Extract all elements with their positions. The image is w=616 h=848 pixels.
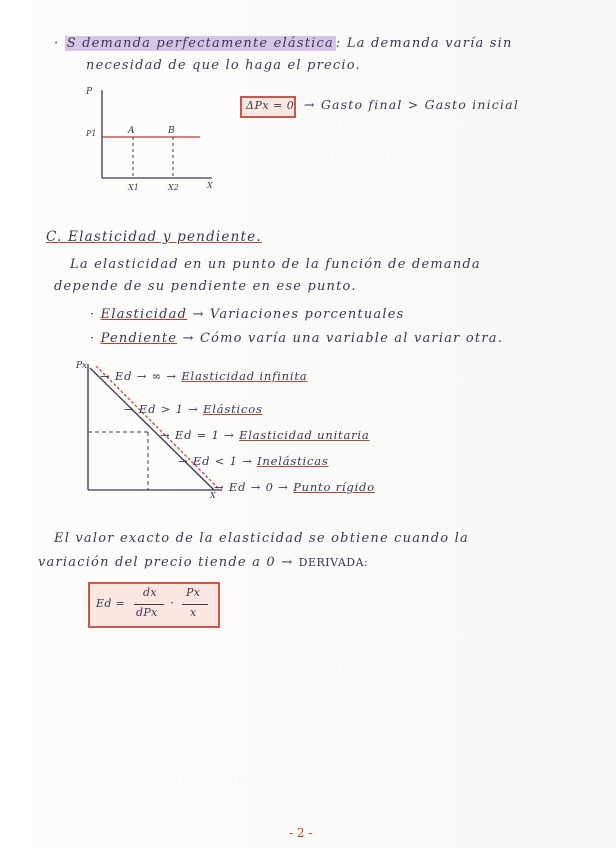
section-s-text1: : La demanda varía sin [335, 36, 513, 51]
formula-lhs: Ed = [96, 597, 125, 610]
graph2-label-rigid-text: Punto rígido [293, 480, 375, 494]
derivative-label: DERIVADA: [298, 556, 369, 569]
term-elasticidad: Elasticidad [100, 307, 188, 322]
graph2-label-elastic-text: Elásticos [203, 402, 263, 416]
elasticity-formula-box [88, 582, 220, 628]
formula-dot: · [170, 596, 176, 610]
graph1-point-a: A [128, 126, 135, 136]
bleed-through-text: . . . . . . . . . . . . . . . . [140, 770, 249, 783]
graph2-label-infinite-text: Elasticidad infinita [181, 369, 308, 383]
delta-p-formula: ΔPx = 0 [246, 99, 295, 112]
bleed-through-text: . . . . . . . . . . . [300, 112, 374, 125]
graph1-point-b: B [168, 126, 175, 136]
expenditure-result: → Gasto final > Gasto inicial [304, 97, 520, 112]
formula-fraction-bar-1 [134, 604, 164, 605]
bullet-pendiente: · Pendiente → Cómo varía una variable al variar otra. [90, 331, 504, 346]
bleed-through-text: . . . . . . . . . . . . . [300, 660, 388, 673]
exact-value-line1: El valor exacto de la elasticidad se obtiene cuando la [54, 531, 469, 546]
term-pendiente: Pendiente [100, 331, 178, 346]
desc-elasticidad: → Variaciones porcentuales [192, 307, 405, 322]
graph2-label-unitary [160, 428, 370, 442]
section-c-paragraph-line1: La elasticidad en un punto de la función de demanda [70, 257, 481, 272]
graph2-label-unitary-text: Elasticidad unitaria [239, 428, 370, 442]
graph2-label-elastic-arrow: → Ed > 1 → [124, 402, 199, 416]
exact-value-line2-text: variación del precio tiende a 0 → [38, 555, 294, 570]
graph2-label-inelastic-text: Inelásticas [257, 454, 329, 468]
graph1-p1-label: P1 [86, 129, 97, 138]
graph1-x2-label: X2 [168, 183, 179, 192]
perfectly-elastic-demand-graph [80, 82, 220, 194]
formula-den2: x [190, 606, 197, 619]
graph2-label-inelastic [178, 454, 329, 468]
graph2-y-label: Px [76, 361, 88, 371]
graph2-label-infinite [100, 369, 307, 383]
section-c-paragraph-line2: depende de su pendiente en ese punto. [54, 279, 357, 294]
graph2-label-unitary-arrow: → Ed = 1 → [160, 428, 235, 442]
graph2-label-infinite-arrow: → Ed → ∞ → [100, 369, 177, 383]
graph1-x-label: X [207, 181, 213, 190]
graph1-x1-label: X1 [128, 183, 139, 192]
graph2-label-inelastic-arrow: → Ed < 1 → [178, 454, 253, 468]
graph2-x-label: X [210, 491, 216, 500]
bleed-through-text: . . . . . . . . . . . . . . [320, 145, 415, 158]
graph1-y-label: P [86, 87, 93, 97]
graph2-label-rigid-arrow: → Ed → 0 → [214, 480, 289, 494]
section-s-line1 [54, 36, 513, 51]
desc-pendiente: → Cómo varía una variable al variar otra. [182, 331, 504, 346]
formula-fraction-bar-2 [182, 604, 208, 605]
page-number: - 2 - [289, 826, 313, 840]
section-s-line2: necesidad de que lo haga el precio. [86, 58, 361, 73]
bullet: · [54, 36, 60, 51]
section-c-title: C. Elasticidad y pendiente. [46, 229, 262, 245]
delta-p-box [240, 96, 296, 118]
formula-den1: dPx [136, 606, 158, 619]
bullet-elasticidad: · Elasticidad → Variaciones porcentuales [90, 307, 405, 322]
section-s-title: S demanda perfectamente elástica [66, 36, 334, 51]
exact-value-line2 [38, 555, 368, 570]
formula-num2: Px [186, 586, 201, 599]
formula-num1: dx [143, 586, 157, 599]
graph2-label-elastic [124, 402, 263, 416]
graph2-label-rigid [214, 480, 375, 494]
